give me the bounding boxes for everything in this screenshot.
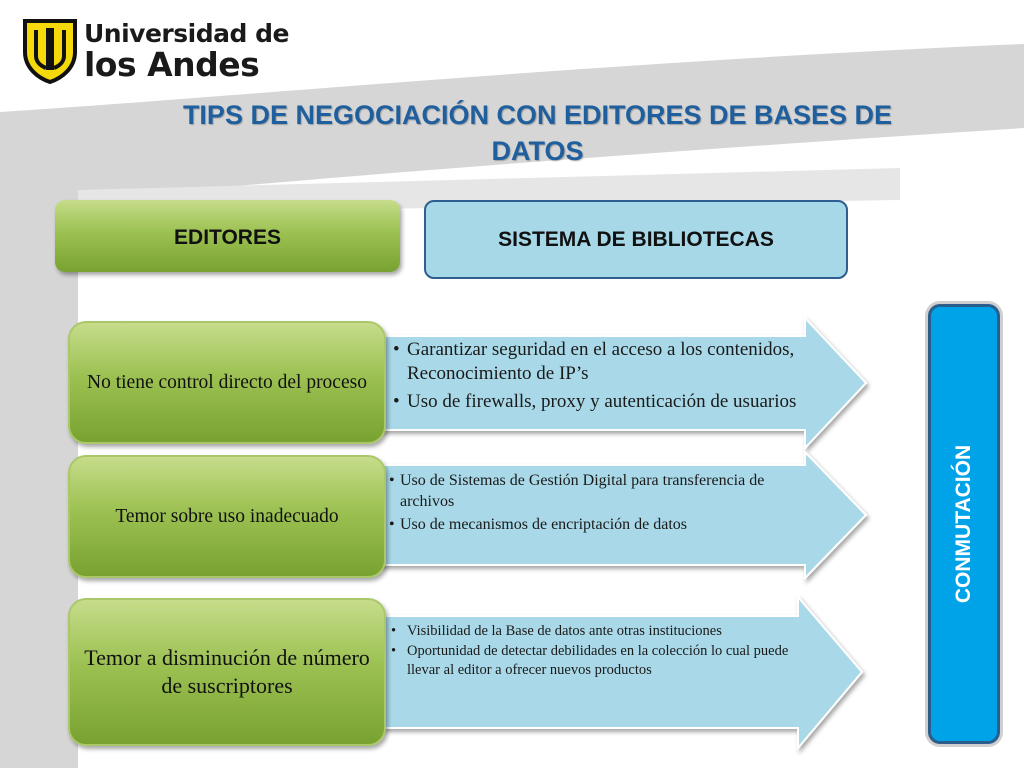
actions-list-3	[391, 622, 796, 681]
action-item: • Uso de mecanismos de encriptación de datos	[389, 514, 789, 535]
logo-line-1: Universidad de	[84, 19, 289, 48]
header-editores: EDITORES	[55, 200, 400, 272]
actions-list-2	[389, 470, 789, 537]
action-item: • Garantizar seguridad en el acceso a los contenidos, Reconocimiento de IP’s	[393, 338, 813, 386]
concern-box-1: No tiene control directo del proceso	[68, 321, 386, 444]
header-sistema-bibliotecas: SISTEMA DE BIBLIOTECAS	[424, 200, 848, 279]
page-title: TIPS DE NEGOCIACIÓN CON EDITORES DE BASES DE DATOS	[182, 100, 893, 166]
concern-box-2: Temor sobre uso inadecuado	[68, 455, 386, 578]
action-item: • Uso de firewalls, proxy y autenticación de usuarios	[393, 390, 813, 414]
shield-icon	[22, 18, 78, 84]
concern-box-3: Temor a disminución de número de suscriptores	[68, 598, 386, 746]
action-item: • Uso de Sistemas de Gestión Digital para transferencia de archivos	[389, 470, 789, 512]
conmutacion-label: CONMUTACIÓN	[952, 444, 975, 604]
conmutacion-box	[928, 304, 1000, 744]
university-logo	[22, 18, 289, 84]
actions-list-1	[393, 338, 813, 418]
logo-line-2: los Andes	[84, 45, 260, 84]
action-item: • Oportunidad de detectar debilidades en la colección lo cual puede llevar al editor a ofrecer nuevos productos	[391, 642, 796, 681]
action-item: • Visibilidad de la Base de datos ante otras instituciones	[391, 622, 796, 642]
